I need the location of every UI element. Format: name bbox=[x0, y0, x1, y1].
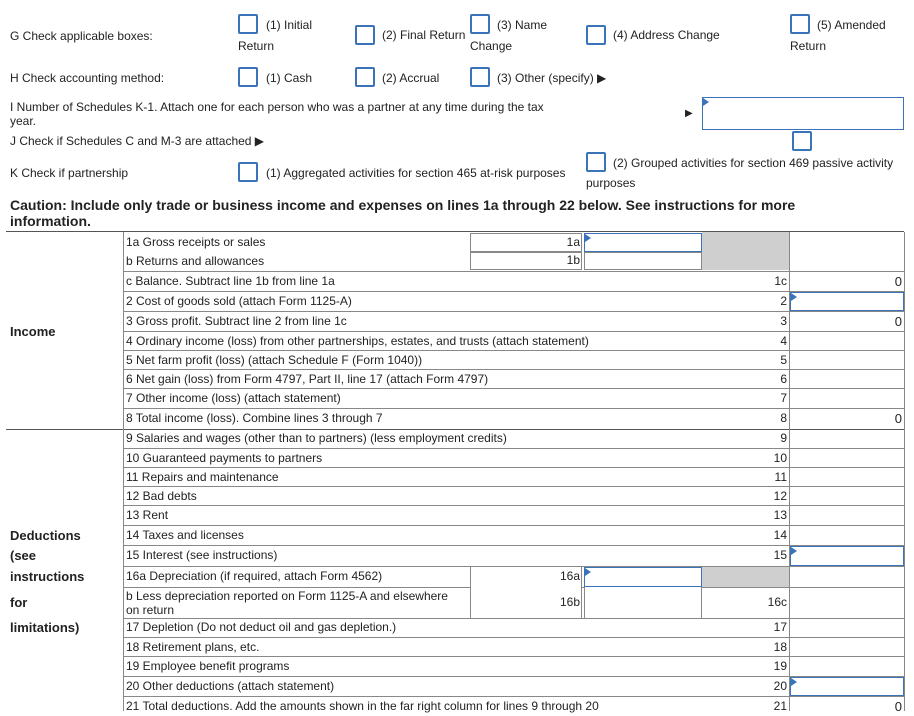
line-16b-label-b: on return bbox=[126, 603, 175, 617]
line-11-label: 11 Repairs and maintenance bbox=[126, 470, 279, 484]
input-marker-icon bbox=[585, 234, 591, 242]
row-k-label: K Check if partnership bbox=[10, 166, 129, 180]
row-h-label: H Check accounting method: bbox=[10, 71, 165, 85]
line-18-number: 18 bbox=[773, 640, 787, 654]
deductions-section-label-5: limitations) bbox=[10, 620, 80, 635]
caution-line-2: information. bbox=[10, 213, 91, 229]
name-change-checkbox[interactable] bbox=[470, 14, 490, 34]
line-4-label: 4 Ordinary income (loss) from other partnerships, estates, and trusts (attach statement) bbox=[126, 334, 589, 348]
line-16a-label: 16a Depreciation (if required, attach Form 4562) bbox=[126, 569, 383, 583]
line-10-label: 10 Guaranteed payments to partners bbox=[126, 451, 323, 465]
line-21-label: 21 Total deductions. Add the amounts shown in the far right column for lines 9 through 20 bbox=[126, 699, 599, 713]
input-marker-icon bbox=[703, 98, 709, 106]
line-16b-input[interactable] bbox=[584, 587, 702, 618]
line-1b-input[interactable] bbox=[584, 252, 702, 270]
deductions-section-label-2: (see bbox=[10, 548, 37, 563]
line-16a-input[interactable] bbox=[584, 567, 702, 587]
input-marker-icon bbox=[791, 547, 797, 555]
schedules-c-m3-checkbox[interactable] bbox=[792, 131, 812, 151]
grouped-activities-label-a: (2) Grouped activities for section 469 passive activity bbox=[613, 156, 894, 170]
line-15-input[interactable] bbox=[790, 546, 904, 566]
line-21-value: 0 bbox=[894, 699, 902, 714]
final-return-label: (2) Final Return bbox=[382, 28, 466, 42]
line-13-label: 13 Rent bbox=[126, 508, 169, 522]
cash-method-checkbox[interactable] bbox=[238, 67, 258, 87]
deductions-section-label-4: for bbox=[10, 595, 28, 610]
line-7-number: 7 bbox=[780, 391, 787, 405]
line-20-input[interactable] bbox=[790, 677, 904, 696]
line-8-number: 8 bbox=[780, 411, 787, 425]
line-20-label: 20 Other deductions (attach statement) bbox=[126, 679, 335, 693]
line-1a-label: 1a Gross receipts or sales bbox=[126, 235, 266, 249]
line-2-input[interactable] bbox=[790, 292, 904, 311]
aggregated-activities-checkbox[interactable] bbox=[238, 162, 258, 182]
line-14-number: 14 bbox=[773, 528, 787, 542]
input-marker-icon bbox=[791, 293, 797, 301]
line-2-number: 2 bbox=[780, 294, 787, 308]
line-8-value: 0 bbox=[894, 411, 902, 426]
line-6-label: 6 Net gain (loss) from Form 4797, Part II, line 17 (attach Form 4797) bbox=[126, 372, 489, 386]
line-3-label: 3 Gross profit. Subtract line 2 from line 1c bbox=[126, 314, 347, 328]
line-1c-value: 0 bbox=[894, 274, 902, 289]
deductions-section-label-3: instructions bbox=[10, 569, 85, 584]
line-12-label: 12 Bad debts bbox=[126, 489, 197, 503]
line-4-number: 4 bbox=[780, 334, 787, 348]
line-1c-number: 1c bbox=[774, 274, 787, 288]
initial-return-label-a: (1) Initial bbox=[266, 18, 313, 32]
row-i-label-a: I Number of Schedules K-1. Attach one for each person who was a partner at any time during the tax bbox=[10, 100, 544, 114]
line-15-label: 15 Interest (see instructions) bbox=[126, 548, 278, 562]
line-2-label: 2 Cost of goods sold (attach Form 1125-A) bbox=[126, 294, 352, 308]
k1-count-input[interactable] bbox=[702, 97, 904, 130]
input-marker-icon bbox=[791, 678, 797, 686]
line-3-number: 3 bbox=[780, 314, 787, 328]
caution-line-1: Caution: Include only trade or business income and expenses on lines 1a through 22 below. See instructions for more bbox=[10, 197, 796, 213]
line-15-number: 15 bbox=[773, 548, 787, 562]
name-change-label-a: (3) Name bbox=[497, 18, 548, 32]
line-17-label: 17 Depletion (Do not deduct oil and gas depletion.) bbox=[126, 620, 397, 634]
line-19-label: 19 Employee benefit programs bbox=[126, 659, 290, 673]
cash-method-label: (1) Cash bbox=[266, 71, 313, 85]
grouped-activities-label-b: purposes bbox=[586, 176, 636, 190]
aggregated-activities-label: (1) Aggregated activities for section 465 at-risk purposes bbox=[266, 166, 566, 180]
line-14-label: 14 Taxes and licenses bbox=[126, 528, 244, 542]
line-21-number: 21 bbox=[773, 699, 787, 713]
line-18-label: 18 Retirement plans, etc. bbox=[126, 640, 260, 654]
table-right-rule bbox=[904, 232, 905, 711]
sub-number-1a: 1a bbox=[566, 235, 580, 249]
row-i-label-b: year. bbox=[10, 114, 37, 128]
section-column-rule bbox=[123, 232, 124, 711]
deductions-section-label-1: Deductions bbox=[10, 528, 81, 543]
line-1b-label: b Returns and allowances bbox=[126, 254, 265, 268]
line-13-number: 13 bbox=[773, 508, 787, 522]
final-return-checkbox[interactable] bbox=[355, 25, 375, 45]
line-19-number: 19 bbox=[773, 659, 787, 673]
line-16c-number: 16c bbox=[767, 595, 787, 609]
income-section-label: Income bbox=[10, 324, 56, 339]
line-1a-input[interactable] bbox=[584, 233, 702, 252]
initial-return-label-b: Return bbox=[238, 39, 275, 53]
other-method-checkbox[interactable] bbox=[470, 67, 490, 87]
input-marker-icon bbox=[585, 568, 591, 576]
row-rule bbox=[124, 505, 904, 506]
line-5-number: 5 bbox=[780, 353, 787, 367]
sub-number-16a: 16a bbox=[559, 569, 580, 583]
sub-number-16b: 16b bbox=[559, 595, 580, 609]
address-change-label: (4) Address Change bbox=[613, 28, 720, 42]
other-method-label: (3) Other (specify) ▶ bbox=[497, 71, 607, 85]
line-3-value: 0 bbox=[894, 314, 902, 329]
line-7-label: 7 Other income (loss) (attach statement) bbox=[126, 391, 341, 405]
accrual-method-checkbox[interactable] bbox=[355, 67, 375, 87]
line-5-label: 5 Net farm profit (loss) (attach Schedule F (Form 1040)) bbox=[126, 353, 423, 367]
initial-return-checkbox[interactable] bbox=[238, 14, 258, 34]
amended-return-checkbox[interactable] bbox=[790, 14, 810, 34]
amended-return-label-a: (5) Amended bbox=[817, 18, 886, 32]
row-g-label: G Check applicable boxes: bbox=[10, 29, 153, 43]
grouped-activities-checkbox[interactable] bbox=[586, 152, 606, 172]
line-20-number: 20 bbox=[773, 679, 787, 693]
address-change-checkbox[interactable] bbox=[586, 25, 606, 45]
line-9-number: 9 bbox=[780, 431, 787, 445]
row-i-arrow-icon: ▶ bbox=[685, 108, 693, 119]
line-10-number: 10 bbox=[773, 451, 787, 465]
line-16b-label-a: b Less depreciation reported on Form 1125-A and elsewhere bbox=[126, 589, 448, 603]
line-12-number: 12 bbox=[773, 489, 787, 503]
line-8-label: 8 Total income (loss). Combine lines 3 through 7 bbox=[126, 411, 383, 425]
name-change-label-b: Change bbox=[470, 39, 513, 53]
row-rule bbox=[124, 486, 904, 487]
line-11-number: 11 bbox=[774, 470, 787, 484]
shaded-cell-16a bbox=[702, 567, 789, 587]
amended-return-label-b: Return bbox=[790, 39, 827, 53]
line-17-number: 17 bbox=[773, 620, 787, 634]
line-9-label: 9 Salaries and wages (other than to partners) (less employment credits) bbox=[126, 431, 507, 445]
row-j-label: J Check if Schedules C and M-3 are attached ▶ bbox=[10, 134, 265, 148]
line-6-number: 6 bbox=[780, 372, 787, 386]
sub-number-1b: 1b bbox=[566, 253, 580, 267]
line-1c-label: c Balance. Subtract line 1b from line 1a bbox=[126, 274, 335, 288]
accrual-method-label: (2) Accrual bbox=[382, 71, 440, 85]
shaded-cell-1 bbox=[702, 232, 789, 270]
